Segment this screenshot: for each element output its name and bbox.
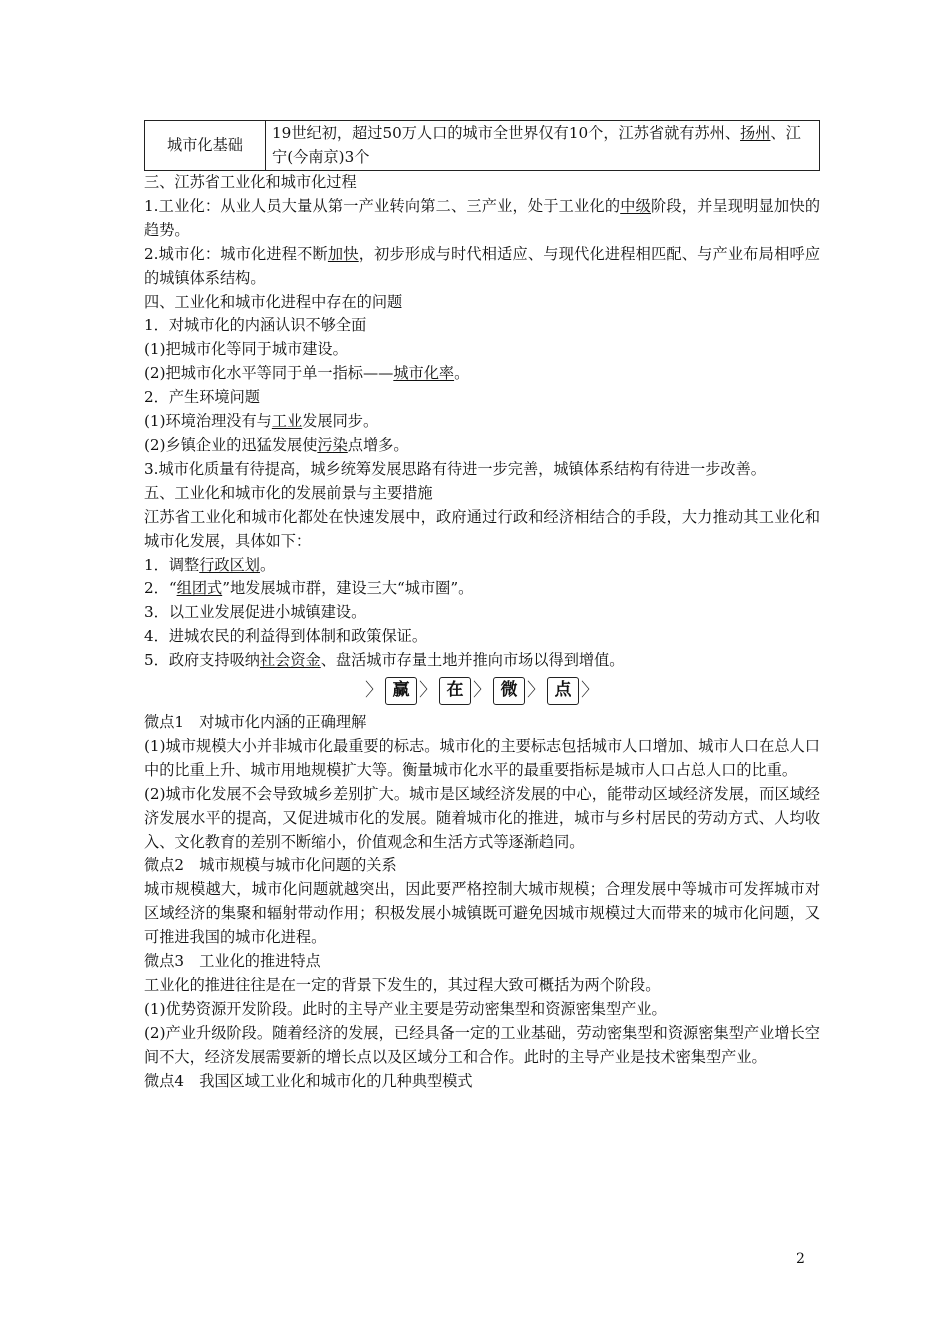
list-item: (2)乡镇企业的迅猛发展使污染点增多。 [144,435,409,454]
section-heading-3: 三、江苏省工业化和城市化过程 [144,173,357,191]
banner-char: 赢 [385,677,417,705]
section-banner [144,676,820,706]
urbanization-basis-table [144,120,820,171]
point-title: 微点3 工业化的推进特点 [144,952,321,971]
chevron-right-icon: 〉 [473,680,491,702]
table-label-cell: 城市化基础 [145,121,266,171]
section-heading-5: 五、工业化和城市化的发展前景与主要措施 [144,483,433,502]
paragraph-industrialization: 1.工业化：从业人员大量从第一产业转向第二、三产业，处于工业化的中级阶段，并呈现明显加快的趋势。 [144,196,821,239]
banner-char: 在 [439,677,471,705]
document-page [144,120,820,1094]
section-heading-4: 四、工业化和城市化进程中存在的问题 [144,292,403,311]
paragraph-urbanization: 2.城市化：城市化进程不断加快，初步形成与时代相适应、与现代化进程相匹配、与产业布局相呼应的城镇体系结构。 [144,244,821,287]
paragraph: 城市规模越大，城市化问题就越突出，因此要严格控制大城市规模；合理发展中等城市可发挥城市对区域经济的集聚和辐射带动作用；积极发展小城镇既可避免因城市规模过大而带来的城市化问题，又可推进我国的城市化进程。 [144,880,820,947]
chevron-right-icon: 〉 [419,680,437,702]
paragraph: (1)城市规模大小并非城市化最重要的标志。城市化的主要标志包括城市人口增加、城市人口在总人口中的比重上升、城市用地规模扩大等。衡量城市化水平的最重要指标是城市人口占总人口的比重。 [144,736,820,779]
paragraph: (2)城市化发展不会导致城乡差别扩大。城市是区域经济发展的中心，能带动区域经济发展，而区域经济发展水平的提高，又促进城市化的发展。随着城市化的推进，城市与乡村居民的劳动方式、人均收入、文化教育的差别不断缩小，价值观念和生活方式等逐渐趋同。 [144,784,820,851]
paragraph: 工业化的推进往往是在一定的背景下发生的，其过程大致可概括为两个阶段。 [144,976,661,994]
chevron-right-icon: 〉 [581,680,599,702]
chevron-right-icon: 〉 [527,680,545,702]
list-item: 3．以工业发展促进小城镇建设。 [144,603,367,622]
list-item: 4．进城农民的利益得到体制和政策保证。 [144,627,428,646]
paragraph: (2)产业升级阶段。随着经济的发展，已经具备一定的工业基础，劳动密集型和资源密集型产业增长空间不大，经济发展需要新的增长点以及区域分工和合作。此时的主导产业是技术密集型产业。 [144,1023,820,1066]
list-item: (1)环境治理没有与工业发展同步。 [144,412,379,431]
list-item: 2．“组团式”地发展城市群，建设三大“城市圈”。 [144,579,474,598]
list-item: 2．产生环境问题 [144,388,260,407]
table-row [145,121,820,171]
table-content-cell: 19世纪初，超过50万人口的城市全世界仅有10个，江苏省就有苏州、扬州、江宁(今南京)3个 [266,121,820,171]
banner-char: 点 [547,677,579,705]
list-item: 3.城市化质量有待提高，城乡统筹发展思路有待进一步完善，城镇体系结构有待进一步改善。 [144,459,766,478]
point-title: 微点1 对城市化内涵的正确理解 [144,713,367,732]
chevron-right-icon: 〉 [365,680,383,702]
list-item: 1．调整行政区划。 [144,555,276,574]
point-title: 微点2 城市规模与城市化问题的关系 [144,856,397,875]
list-item: 5．政府支持吸纳社会资金、盘活城市存量土地并推向市场以得到增值。 [144,651,625,670]
point-title: 微点4 我国区域工业化和城市化的几种典型模式 [144,1071,473,1090]
list-item: (2)把城市化水平等同于单一指标——城市化率。 [144,364,470,383]
page-number: 2 [796,1251,805,1267]
paragraph: (1)优势资源开发阶段。此时的主导产业主要是劳动密集型和资源密集型产业。 [144,999,667,1018]
banner-char: 微 [493,677,525,705]
paragraph-intro: 江苏省工业化和城市化都处在快速发展中，政府通过行政和经济相结合的手段，大力推动其工业化和城市化发展，具体如下： [144,507,820,550]
list-item: (1)把城市化等同于城市建设。 [144,340,348,359]
list-item: 1．对城市化的内涵认识不够全面 [144,316,367,335]
